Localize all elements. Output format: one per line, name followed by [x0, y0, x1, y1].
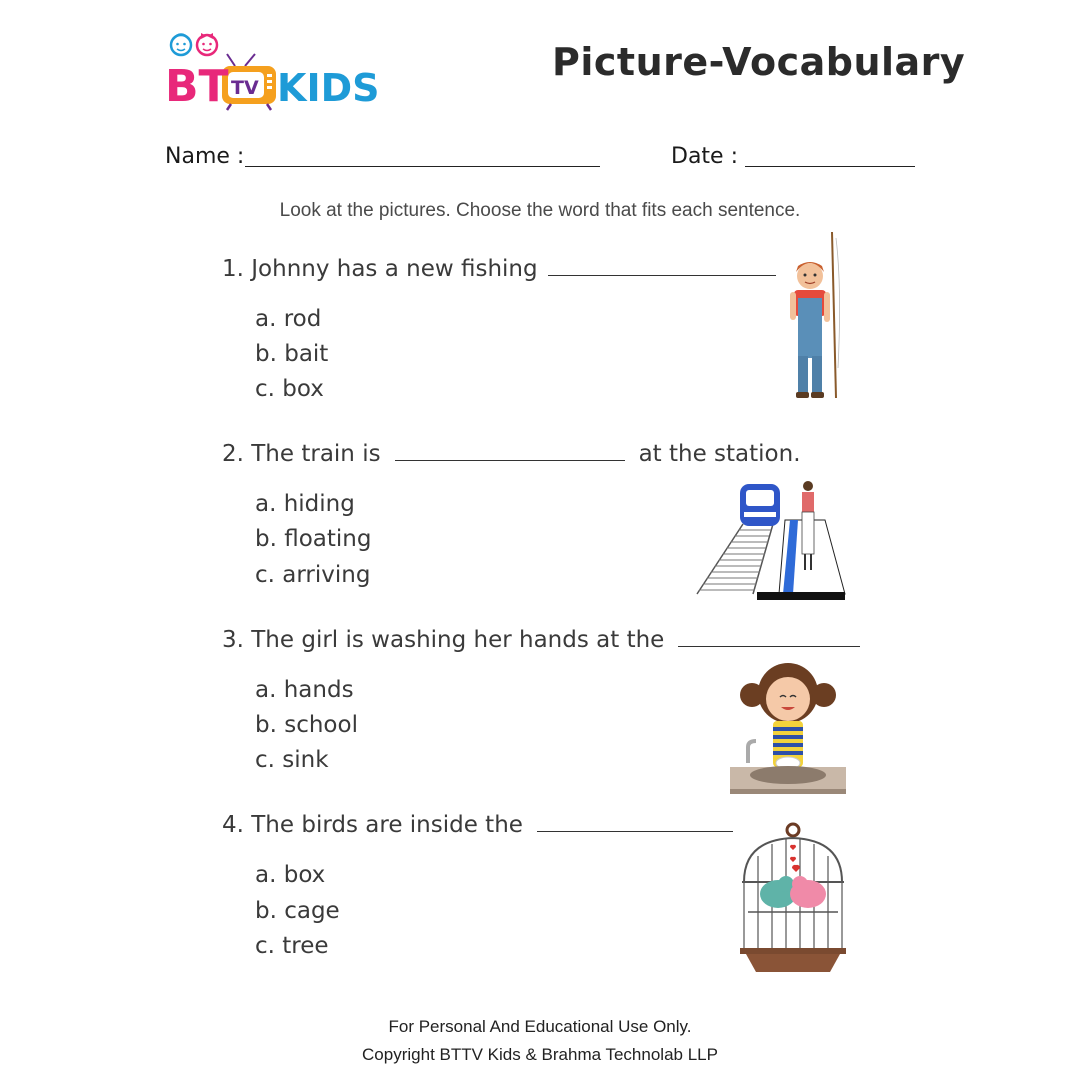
question-3-text: 3. The girl is washing her hands at the: [222, 627, 665, 653]
instructions-text: Look at the pictures. Choose the word that fits each sentence.: [279, 200, 801, 221]
answer-blank-3[interactable]: [678, 628, 860, 647]
question-4-text: 4. The birds are inside the: [222, 812, 523, 838]
option-4b[interactable]: b. cage: [255, 898, 340, 924]
answer-blank-1[interactable]: [548, 257, 776, 276]
option-4a[interactable]: a. box: [255, 862, 326, 888]
option-3a[interactable]: a. hands: [255, 677, 354, 703]
question-3: [222, 627, 874, 653]
option-2a[interactable]: a. hiding: [255, 491, 355, 517]
girl-washing-hands-illustration: [728, 655, 848, 797]
option-3c[interactable]: c. sink: [255, 747, 329, 773]
option-3b[interactable]: b. school: [255, 712, 358, 738]
footer-usage-note: For Personal And Educational Use Only.: [388, 1017, 692, 1036]
name-label: Name :: [165, 144, 245, 169]
question-1: [222, 256, 786, 282]
bttv-kids-logo: [165, 30, 385, 115]
date-field[interactable]: [745, 166, 915, 167]
girl-face-icon: [197, 33, 217, 55]
option-2b[interactable]: b. floating: [255, 526, 372, 552]
logo-tv: TV: [231, 77, 259, 99]
question-2-text: 2. The train is: [222, 441, 381, 467]
fisherman-boy-illustration: [780, 228, 850, 403]
question-1-text: 1. Johnny has a new fishing: [222, 256, 538, 282]
option-1b[interactable]: b. bait: [255, 341, 329, 367]
train-station-illustration: [695, 476, 847, 604]
logo-kids: KIDS: [277, 66, 380, 110]
boy-face-icon: [171, 35, 191, 56]
page-title: Picture-Vocabulary: [552, 40, 966, 84]
name-field[interactable]: [245, 166, 600, 167]
question-2-text-after: at the station.: [638, 441, 801, 467]
date-label: Date :: [671, 144, 738, 169]
option-4c[interactable]: c. tree: [255, 933, 329, 959]
option-2c[interactable]: c. arriving: [255, 562, 371, 588]
birdcage-illustration: [738, 822, 848, 977]
answer-blank-4[interactable]: [537, 813, 733, 832]
option-1a[interactable]: a. rod: [255, 306, 322, 332]
option-1c[interactable]: c. box: [255, 376, 324, 402]
question-4: [222, 812, 747, 838]
logo-bt: BT: [165, 61, 229, 112]
question-2: [222, 441, 801, 467]
answer-blank-2[interactable]: [395, 442, 625, 461]
footer-copyright: Copyright BTTV Kids & Brahma Technolab LLP: [362, 1045, 718, 1064]
